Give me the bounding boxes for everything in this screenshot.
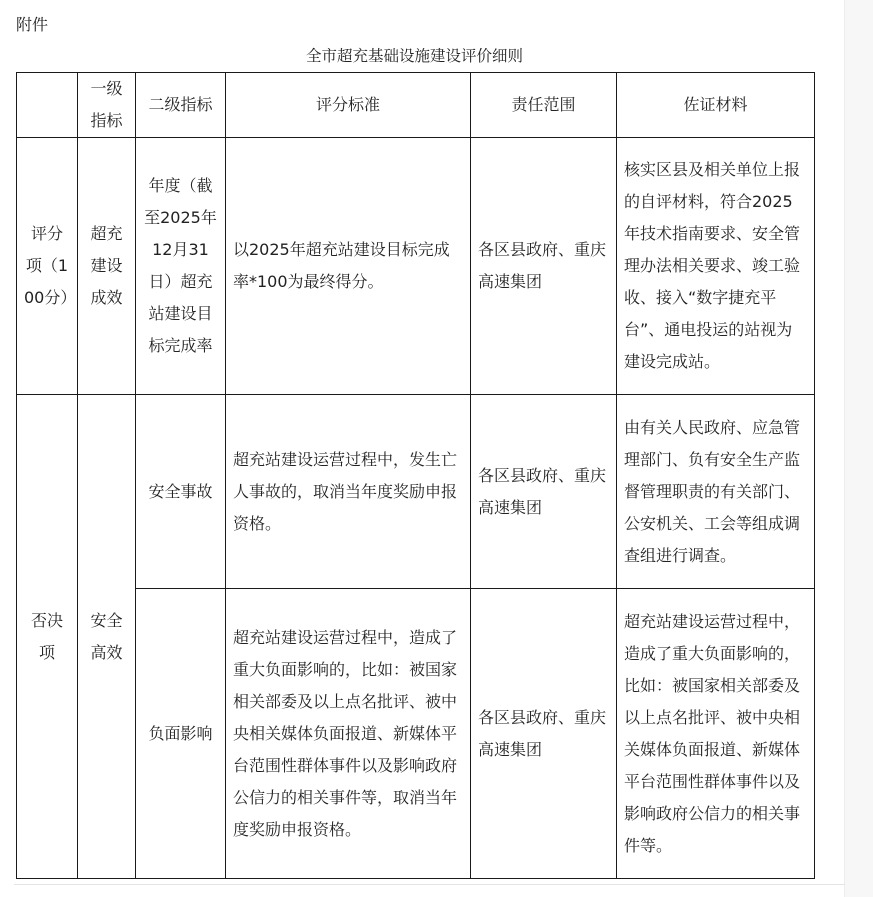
table-header-row — [17, 73, 815, 138]
table-row — [17, 589, 815, 879]
header-level1-indicator: 一级指标 — [78, 73, 136, 138]
table-row — [17, 138, 815, 395]
header-level2-indicator: 二级指标 — [136, 73, 226, 138]
header-scoring-criteria: 评分标准 — [226, 73, 471, 138]
scoring-category-cell: 评分项（100分） — [17, 138, 78, 395]
table-row — [17, 395, 815, 589]
attachment-label: 附件 — [16, 15, 49, 34]
veto-scope-cell: 各区县政府、重庆高速集团 — [471, 395, 617, 589]
document-title: 全市超充基础设施建设评价细则 — [305, 47, 523, 65]
scoring-scope-cell: 各区县政府、重庆高速集团 — [471, 138, 617, 395]
veto-level2-cell: 负面影响 — [136, 589, 226, 879]
veto-evidence-cell: 由有关人民政府、应急管理部门、负有安全生产监督管理职责的有关部门、公安机关、工会等组成调查组进行调查。 — [617, 395, 815, 589]
veto-criteria-cell: 超充站建设运营过程中，造成了重大负面影响的，比如：被国家相关部委及以上点名批评、被中央相关媒体负面报道、新媒体平台范围性群体事件以及影响政府公信力的相关事件等，取消当年度奖励申报资格。 — [226, 589, 471, 879]
header-blank-cell — [17, 73, 78, 138]
scoring-level1-cell: 超充建设成效 — [78, 138, 136, 395]
veto-scope-cell: 各区县政府、重庆高速集团 — [471, 589, 617, 879]
veto-criteria-cell: 超充站建设运营过程中，发生亡人事故的，取消当年度奖励申报资格。 — [226, 395, 471, 589]
scoring-criteria-cell: 以2025年超充站建设目标完成率*100为最终得分。 — [226, 138, 471, 395]
veto-level1-cell: 安全高效 — [78, 395, 136, 879]
veto-category-cell: 否决项 — [17, 395, 78, 879]
header-evidence-materials: 佐证材料 — [617, 73, 815, 138]
scoring-evidence-cell: 核实区县及相关单位上报的自评材料，符合2025年技术指南要求、安全管理办法相关要求、竣工验收、接入“数字捷充平台”、通电投运的站视为建设完成站。 — [617, 138, 815, 395]
veto-evidence-cell: 超充站建设运营过程中，造成了重大负面影响的，比如：被国家相关部委及以上点名批评、被中央相关媒体负面报道、新媒体平台范围性群体事件以及影响政府公信力的相关事件等。 — [617, 589, 815, 879]
scoring-level2-cell: 年度（截至2025年12月31日）超充站建设目标完成率 — [136, 138, 226, 395]
page-divider — [14, 884, 845, 885]
veto-level2-cell: 安全事故 — [136, 395, 226, 589]
header-responsibility-scope: 责任范围 — [471, 73, 617, 138]
evaluation-rules-table — [16, 72, 815, 879]
page-scroll-margin — [844, 0, 873, 897]
